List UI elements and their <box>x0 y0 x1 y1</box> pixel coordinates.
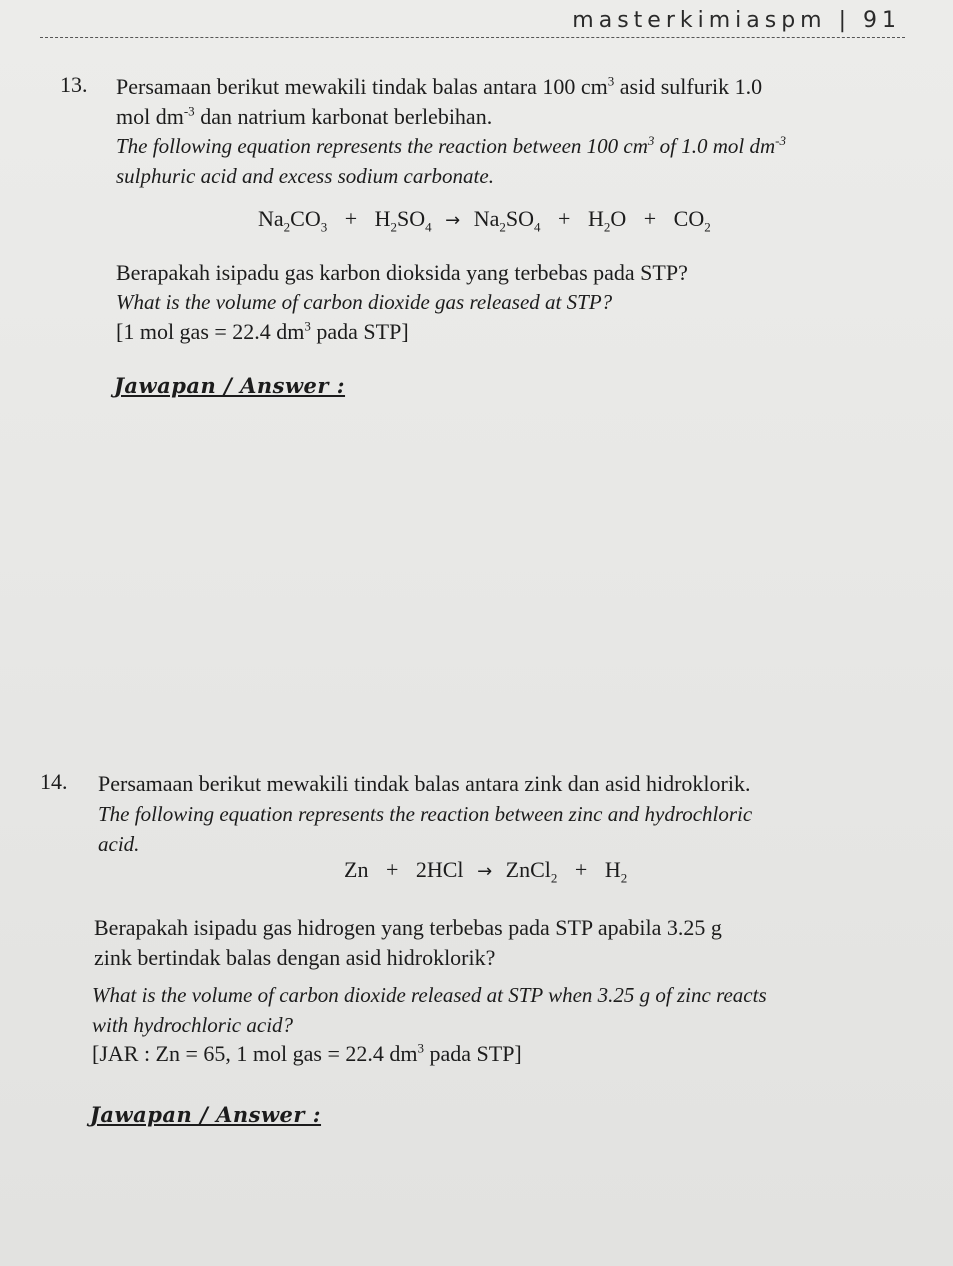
q14-number: 14. <box>40 769 68 794</box>
q13-english-statement: The following equation represents the reaction between 100 $cm^3$ of 1.0 mol $dm^{-3}$ sulphuric acid and excess sodium carbonate. <box>116 133 787 188</box>
q14-malay-question: Berapakah isipadu gas hidrogen yang terbebas pada STP apabila 3.25 g zink bertindak balas dengan asid hidroklorik? <box>94 915 722 970</box>
page-header: masterkimiaspm | 91 <box>572 8 901 33</box>
q14-answer-label: Jawapan / Answer : <box>90 1102 322 1127</box>
q13-equation: $Na_2CO_3 + H_2SO_4 \to Na_2SO_4 + H_2O + CO_2$ <box>258 206 711 235</box>
q14-malay-statement: Persamaan berikut mewakili tindak balas antara zink dan asid hidroklorik. <box>98 771 751 796</box>
q14-answer-space[interactable] <box>90 1140 890 1250</box>
q13-answer-label: Jawapan / Answer : <box>114 373 346 398</box>
q14-english-statement: The following equation represents the reaction between zinc and hydrochloric acid. <box>98 802 753 856</box>
q13-number: 13. <box>60 72 88 97</box>
q13-malay-question: Berapakah isipadu gas karbon dioksida yang terbebas pada STP? <box>116 260 688 285</box>
q13-english-question: What is the volume of carbon dioxide gas released at STP? <box>116 290 613 314</box>
reaction-arrow-icon: → <box>477 861 493 882</box>
q14-equation: Zn + 2HCl → ZnCl$_2$ + $H_2$ <box>344 857 628 886</box>
q14-english-question: What is the volume of carbon dioxide released at STP when 3.25 g of zinc reacts with hydrochloric acid? <box>92 983 767 1037</box>
q13-given-data: [1 mol gas = 22.4 $dm^3$ pada STP] <box>116 318 409 344</box>
q14-given-data: [JAR : Zn = 65, 1 mol gas = 22.4 $dm^3$ pada STP] <box>92 1040 522 1066</box>
header-rule <box>40 37 905 38</box>
q13-malay-statement: Persamaan berikut mewakili tindak balas antara 100 $cm^3$ asid sulfurik 1.0 mol $dm^{-3}$ dan natrium karbonat berlebihan. <box>116 73 763 129</box>
q13-answer-space[interactable] <box>114 410 894 740</box>
reaction-arrow-icon: → <box>445 210 461 231</box>
